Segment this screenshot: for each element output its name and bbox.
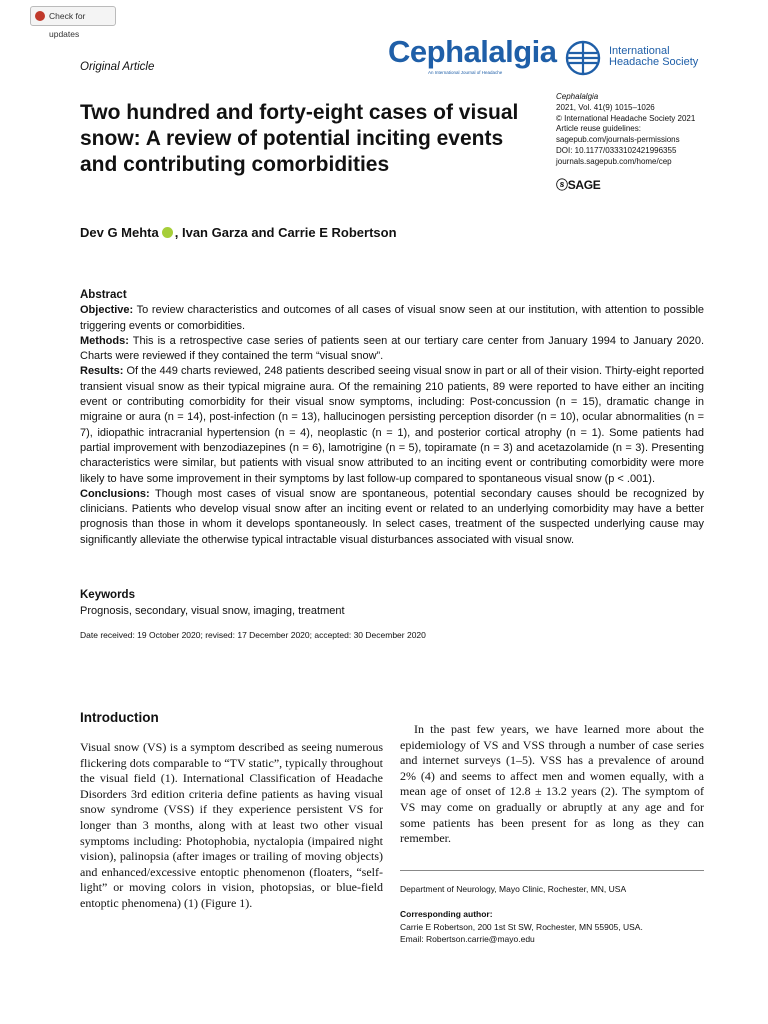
affiliation: Department of Neurology, Mayo Clinic, Rochester, MN, USA: [400, 884, 627, 894]
meta-reuse: Article reuse guidelines:: [556, 124, 641, 134]
abstract-heading: Abstract: [80, 289, 127, 301]
check-for-updates-badge[interactable]: [30, 6, 116, 39]
meta-doi[interactable]: DOI: 10.1177/0333102421996355: [556, 145, 677, 155]
keywords-list: Prognosis, secondary, visual snow, imaging, treatment: [80, 605, 345, 617]
article-type: Original Article: [80, 61, 155, 73]
meta-journal: Cephalalgia: [556, 92, 599, 101]
keywords-heading: Keywords: [80, 589, 135, 601]
corresponding-heading: Corresponding author:: [400, 909, 493, 919]
sage-logo: ⓢSAGE: [556, 178, 601, 192]
badge-label: Check for updates: [49, 11, 86, 39]
body-column-left: Visual snow (VS) is a symptom described as seeing numerous flickering dots comparable to “TV static”, typically throughout the visual field (1). International Classification of Headache Disorders 3rd edition criteria define patients as having visual snow syndrome (VSS) if they experience persistent VS for longer than 3 months, along with at least two other visual symptoms including: Photophobia, nyctalopia (impaired night vision), palinopsia (after images or trailing of moving objects) and enhanced/excessive entoptic phenomenon (floaters, “self-light” or moving colors in vision, photopsias, or blue-field entoptic phenomena) (1) (Figure 1).: [80, 740, 383, 910]
ihs-logo-icon: [565, 40, 601, 76]
body-column-right: In the past few years, we have learned more about the epidemiology of VS and VSS through a number of case series and internet surveys (1–5). VSS has a prevalence of around 2% (4) and seems to affect men and women equally, with a mean age of onset of 12.8 ± 13.2 years (2). The symptom of VS may come on gradually or abruptly at any age and for some patients has been present for as long as they can remember.: [400, 722, 704, 846]
sage-icon: ⓢ: [556, 178, 568, 192]
author-first[interactable]: Dev G Mehta: [80, 225, 159, 240]
meta-citation: 2021, Vol. 41(9) 1015–1026: [556, 102, 655, 112]
abstract-conclusions: Conclusions: Though most cases of visual snow are spontaneous, potential secondary causes should be recognized by clinicians. Patients who develop visual snow after an inciting event or related to an underlying comorbidity may have a better prognosis than those in whom it develops spontaneously. In select cases, treatment of the suspected underlying cause may significantly alleviate the otherwise typical intractable visual disturbances associated with visual snow.: [80, 487, 704, 546]
journal-tagline: An International Journal of Headache: [428, 70, 503, 75]
journal-logo: Cephalalgia: [388, 34, 557, 69]
update-icon: [35, 11, 45, 21]
corresponding-email[interactable]: Email: Robertson.carrie@mayo.edu: [400, 934, 535, 944]
article-meta: [556, 92, 756, 168]
abstract-methods: Methods: This is a retrospective case series of patients seen at our tertiary care center from January 1994 to January 2020. Charts were reviewed if they contained the term “visual snow”.: [80, 334, 704, 363]
submission-dates: Date received: 19 October 2020; revised: 17 December 2020; accepted: 30 December 2020: [80, 630, 426, 640]
footnote-divider: [400, 870, 704, 871]
meta-copyright: © International Headache Society 2021: [556, 113, 696, 123]
permissions-link[interactable]: sagepub.com/journals-permissions: [556, 135, 680, 145]
abstract: [80, 288, 704, 548]
section-heading-introduction: Introduction: [80, 710, 159, 725]
corresponding-details: Carrie E Robertson, 200 1st St SW, Rochester, MN 55905, USA. Email: Robertson.carrie@mayo.edu: [400, 922, 643, 944]
society-name: International Headache Society: [609, 45, 699, 68]
abstract-objective: Objective: To review characteristics and outcomes of all cases of visual snow seen at our institution, with attention to possible triggering events or comorbidities.: [80, 304, 704, 332]
orcid-icon[interactable]: [162, 227, 173, 238]
author-list: [80, 225, 397, 240]
abstract-results: Results: Of the 449 charts reviewed, 248 patients described seeing visual snow in part or all of their vision. Thirty-eight reported transient visual snow as their typical migraine aura. Of the remaining 210 patients, 89 were reported to have either an inciting event or contributing comorbidity for their visual snow symptoms, including: Post-concussion (n = 15), dramatic change in migraine or aura (n = 14), post-infection (n = 13), hallucinogen persisting perception disorder (n = 10), ocular abnormalities (n = 7), idiopathic intracranial hypertension (n = 4), neoplastic (n = 1), and posterior cortical atrophy (n = 1). Some patients had partial improvement with benzodiazepines (n = 6), lamotrigine (n = 5), topiramate (n = 3) and acetazolamide (n = 3). Presenting characteristics were similar, but patients with visual snow attributed to an inciting event or contributing comorbidity were more likely to have some improvement in their symptoms by last follow-up compared to spontaneous visual snow (p < .001).: [80, 365, 704, 485]
journal-home-link[interactable]: journals.sagepub.com/home/cep: [556, 156, 672, 166]
article-title: Two hundred and forty-eight cases of visual snow: A review of potential inciting events and contributing comorbidities: [80, 101, 519, 176]
author-rest: , Ivan Garza and Carrie E Robertson: [174, 225, 397, 240]
